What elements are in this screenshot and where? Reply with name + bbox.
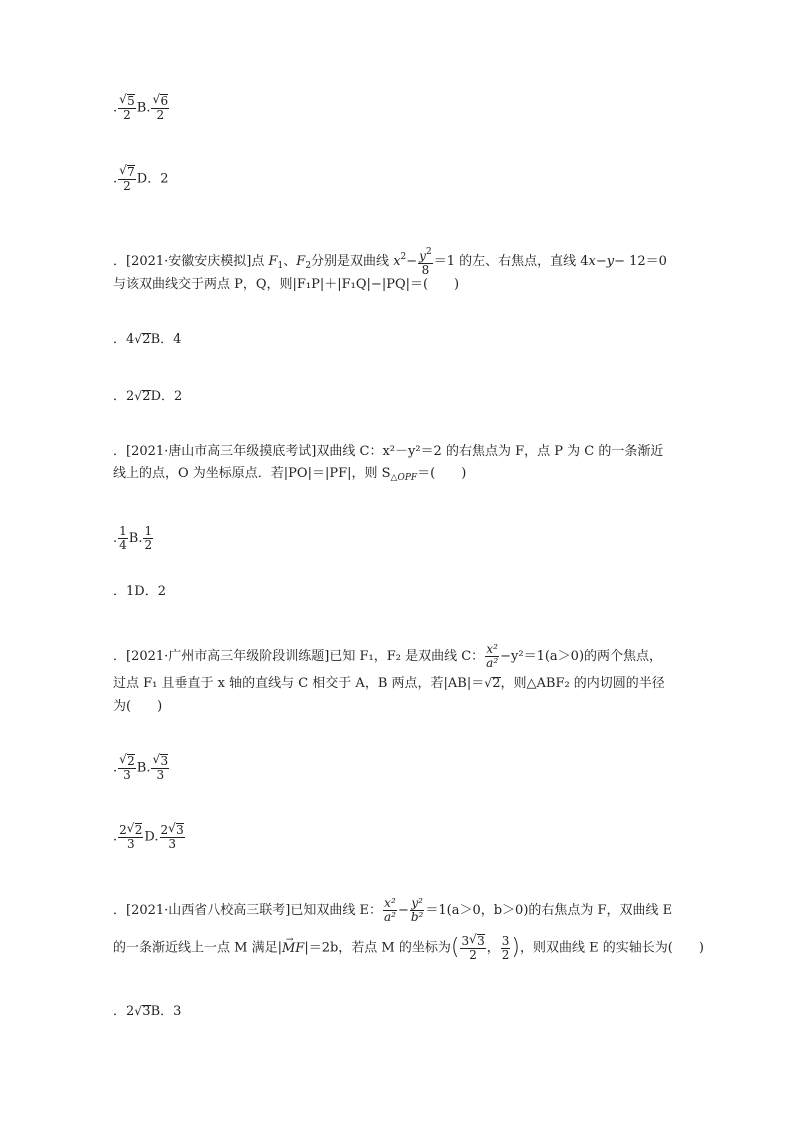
question-2-options-cd: ．1D．2: [113, 584, 166, 599]
question-3-options-ab: . √ $\frac{2}{3}$ B. √ $\frac{3}{3}$: [113, 754, 684, 782]
option-b-label: B.: [136, 100, 151, 116]
question-1-line-2: 与该双曲线交于两点 P，Q，则|F₁P|＋|F₁Q|−|PQ|＝( ): [113, 277, 460, 292]
question-3-line-3: 为( ): [113, 699, 163, 714]
question-3-options-cd: . $\frac{2√ 2}{3}$ D. $\frac{2√ 3}{3}$: [113, 823, 684, 851]
question-1-options-cd: ．2√ 2D．2: [113, 385, 684, 409]
question-2-options-ab: . $\frac{1}{4}$ B. $\frac{1}{2}$: [113, 524, 153, 552]
question-4-line-2: 的一条渐近线上一点 M 满足|→ MF|＝2b，若点 M 的坐标为( $\frac{3√ 3}{2}$ ， $\frac{3}{2}$ )，则双曲线 E 的实轴长为( ): [113, 934, 684, 962]
question-1-line-1: ．[2021·安徽安庆模拟]点 $F_1$、$F_2$分别是双曲线 $x^2-$ $\frac{y^2}{8}$ ＝1 的左、右焦点，直线 4x−y− 12＝0: [113, 247, 667, 277]
question-2-line-2: 线上的点，O 为坐标原点．若|PO|＝|PF|，则 $S_{\triangle OPF}=$( ): [113, 466, 467, 483]
prev-options-cd: . √ $\frac{7}{2}$ D．2: [113, 165, 684, 193]
option-c-fraction: √ $\frac{7}{2}$: [118, 165, 136, 193]
option-d-value: 2: [160, 171, 169, 187]
question-3-line-2: 过点 F₁ 且垂直于 x 轴的直线与 C 相交于 A，B 两点，若|AB|＝√ 2，则△ABF₂ 的内切圆的半径: [113, 672, 684, 696]
question-2-line-1: ．[2021·唐山市高三年级摸底考试]双曲线 C：x²－y²＝2 的右焦点为 F，点 P 为 C 的一条渐近: [113, 444, 664, 459]
q2-option-a-fraction: $\frac{1}{4}$: [119, 524, 127, 552]
question-4-options-ab: ．2√ 3B．3: [113, 1000, 684, 1024]
prev-options-ab: . √ $\frac{5}{2}$ B. √ $\frac{6}{2}$: [113, 94, 684, 122]
option-a-fraction: √ $\frac{5}{2}$: [118, 94, 136, 122]
q1-fraction: $\frac{y^2}{8}$: [419, 247, 432, 277]
question-3-line-1: ．[2021·广州市高三年级阶段训练题]已知 F₁，F₂ 是双曲线 C： $\frac{\text{x²}}{\text{a²}}$ −y²＝1(a＞0)的两个焦点，: [113, 642, 663, 670]
option-b-fraction: √ $\frac{6}{2}$: [151, 94, 169, 122]
question-1-options-ab: ．4√ 2B．4: [113, 328, 684, 352]
q2-option-b-fraction: $\frac{1}{2}$: [144, 524, 153, 552]
option-d-label: D．: [136, 171, 161, 187]
q3-fraction: $\frac{\text{x²}}{\text{a²}}$: [486, 642, 499, 670]
question-4-line-1: ．[2021·山西省八校高三联考]已知双曲线 E： $\frac{\text{x²}}{\text{a²}}$ − $\frac{\text{y²}}{\text{b²}}$ ＝1(a＞0，b＞0)的右焦点为 F，双曲线 E: [113, 896, 673, 924]
